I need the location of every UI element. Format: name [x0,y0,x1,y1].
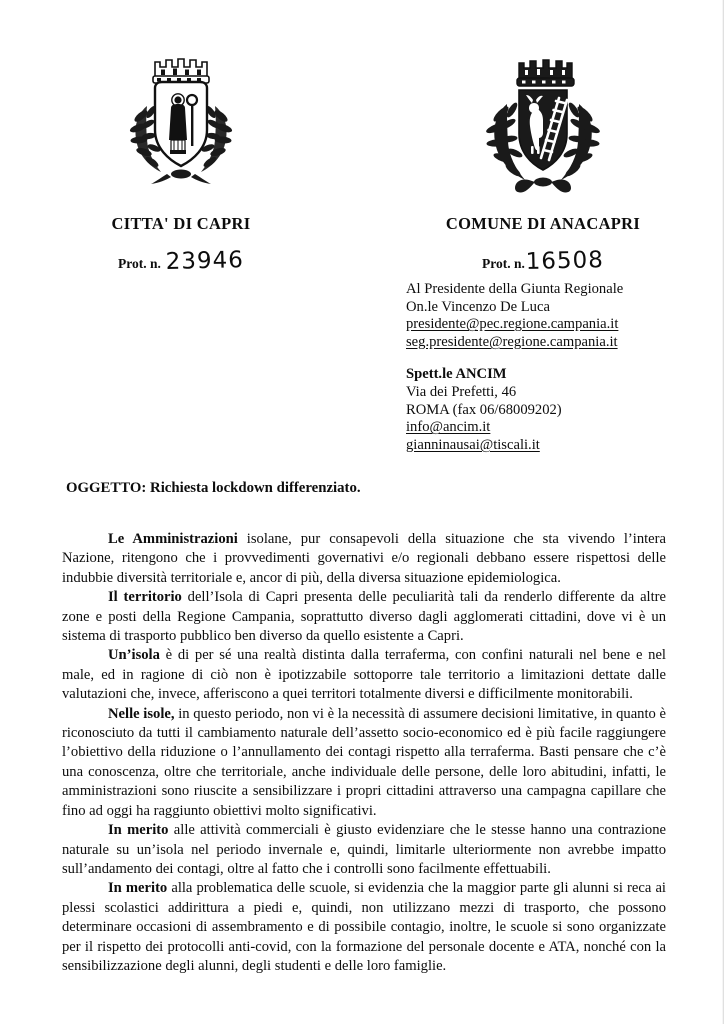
prot-number-anacapri: 16508 [525,247,604,275]
entity-name-capri: CITTA' DI CAPRI [111,214,251,233]
paragraph-rest: isolane, pur consapevoli della situazione che sta vivendo l’intera Nazione, ritengono che i provvedimenti governativi e/o regionali debbano essere rispettosi delle indubbie diversità territoriale e, ancor di più, della diversa situazione epidemiologica. [62,531,666,586]
entity-name-anacapri: COMUNE DI ANACAPRI [445,214,641,233]
body-paragraph [62,705,666,821]
body-paragraph [62,821,666,879]
paragraph-rest: è di per sé una realtà distinta dalla terraferma, con confini naturali nel bene e nel male, ed in ragione di ciò non è ipotizzabile sottoporre tale territorio a limitazioni dettate dalle valutazioni che, invece, afferiscono a quei territori totalmente diversi e difficilmente monitorabili. [62,647,666,703]
recipient-line: Via dei Prefetti, 46 [406,383,517,400]
header-block-anacapri [362,48,724,274]
paragraph-lead: In merito [108,822,169,839]
recipient-email[interactable]: info@ancim.it [406,419,491,436]
paragraph-lead: Il territorio [108,589,182,606]
capri-emblem-svg [121,48,241,196]
coat-of-arms-citta-di-capri [121,48,241,200]
paragraph-rest: alle attività commerciali è giusto evidenziare che le stesse hanno una contrazione naturale su un’isola nel periodo invernale e, quindi, limitarle ulteriormente non avrebbe impatto sull’andamento dei contagi, oltre al fatto che i controlli sono facilmente effettuabili. [62,822,666,877]
prot-line-anacapri [482,248,604,274]
recipient-line: Al Presidente della Giunta Regionale [406,281,624,297]
anacapri-emblem-svg [479,48,607,200]
document-header [0,48,724,274]
paragraph-rest: in questo periodo, non vi è la necessità di assumere decisioni limitative, in quanto è riconosciuto da tutti il cambiamento naturale dell’assetto socio-economico ed è più facile raggiungere l’obiettivo della riduzione o l’annullamento dei contagi rispetto alla terraferma. Basti pensare che c’è una conoscenza, oltre che territoriale, anche individuale delle persone, delle loro abitudini, infatti, le amministrazioni sono riuscite a sensibilizzare i propri cittadini attraverso una campagna capillare che fino ad oggi ha raggiunto obiettivi molto significativi. [62,705,666,819]
recipient-spacer [406,351,623,366]
recipient-block [406,281,623,454]
document-body [62,530,666,976]
recipient-org: Spett.le ANCIM [406,366,507,383]
subject-line: OGGETTO: Richiesta lockdown differenziato. [66,480,361,496]
recipient-line: ROMA (fax 06/68009202) [406,401,562,418]
prot-label-capri: Prot. n. [117,256,161,271]
body-paragraph [62,588,666,646]
paragraph-lead: Le Amministrazioni [108,531,238,547]
body-paragraph [62,646,666,704]
body-paragraph [62,879,666,976]
recipient-email[interactable]: presidente@pec.regione.campania.it [406,316,619,333]
recipient-email[interactable]: seg.presidente@regione.campania.it [406,333,618,350]
body-paragraph [62,530,666,588]
paragraph-rest: alla problematica delle scuole, si evidenzia che la maggior parte gli alunni si reca ai plessi scolastici addirittura a piedi e, quindi, non utilizzano mezzi di trasporto, che possono determinare occasioni di assembramento e di possibile contagio, inoltre, le scuole si sono organizzate per il rispetto dei protocolli anti-covid, con la formazione del personale docente e ATA, nonché con la sensibilizzazione degli alunni, degli studenti e delle loro famiglie. [62,880,666,974]
header-block-capri [0,48,362,274]
recipient-email[interactable]: gianninausai@tiscali.it [406,436,540,453]
prot-label-anacapri: Prot. n. [481,256,525,271]
paragraph-lead: Un’isola [108,647,160,664]
paragraph-rest: dell’Isola di Capri presenta delle peculiarità tali da renderlo differente da altre zone e posti della Regione Campania, soprattutto diverso dagli agglomerati cittadini, dove vi è un sistema di trasporto pubblico ben diverso da quello esistente a Capri. [62,589,666,645]
recipient-line: On.le Vincenzo De Luca [406,298,550,315]
prot-number-capri: 23946 [165,247,244,275]
paragraph-lead: In merito [108,880,168,897]
coat-of-arms-comune-di-anacapri [479,48,607,200]
prot-line-capri [118,248,244,274]
paragraph-lead: Nelle isole, [108,705,175,722]
